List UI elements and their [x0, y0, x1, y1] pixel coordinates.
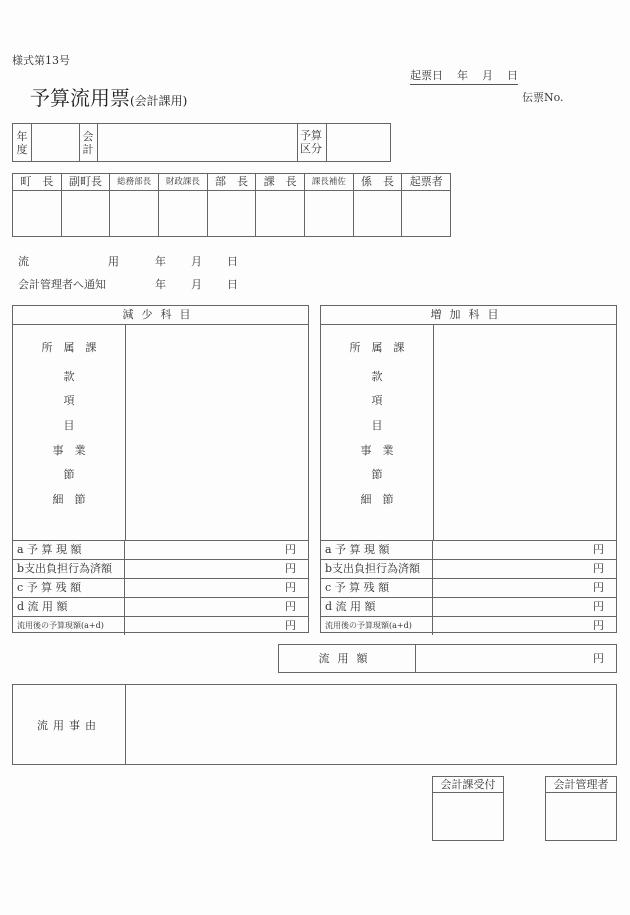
stamp-cell[interactable]: [208, 191, 256, 236]
page-title: [30, 82, 187, 111]
amount-input[interactable]: 円: [285, 562, 296, 575]
label-kan: 款: [63, 370, 75, 383]
issue-date-day: 日: [507, 69, 518, 82]
amount-input[interactable]: 円: [285, 600, 296, 613]
label-setsu: 節: [63, 468, 75, 481]
stamp-cell[interactable]: [62, 191, 110, 236]
transfer-date-label-a: 流: [18, 255, 29, 268]
amount-row-committed: b支出負担行為済額 円: [321, 560, 616, 579]
approval-col-mayor: 町 長: [13, 174, 62, 236]
decrease-items-input-area[interactable]: [126, 325, 308, 540]
amount-input[interactable]: 円: [285, 619, 296, 632]
accounting-manager-stamp-box[interactable]: [545, 776, 617, 841]
issue-date-label: 起票日: [410, 69, 443, 82]
label-moku: 目: [63, 419, 75, 432]
amount-row-current-budget: a 予 算 現 額 円: [321, 541, 616, 560]
amount-input[interactable]: 円: [593, 619, 604, 632]
stamp-cell[interactable]: [13, 191, 61, 236]
account-label: 会計: [82, 130, 94, 156]
transfer-reason-input[interactable]: [126, 685, 616, 764]
transfer-date-day[interactable]: 日: [227, 255, 238, 268]
info-row: [12, 123, 391, 162]
issue-date-month: 月: [482, 69, 493, 82]
notify-date-month[interactable]: 月: [191, 278, 202, 291]
stamp-cell[interactable]: [402, 191, 450, 236]
approval-col-subsection-chief: 係 長: [354, 174, 403, 236]
form-number: 様式第13号: [12, 54, 70, 67]
amount-row-after-transfer: 流用後の予算現額(a+d) 円: [13, 617, 308, 635]
notify-date-day[interactable]: 日: [227, 278, 238, 291]
label-project: 事 業: [360, 444, 394, 457]
stamp-cell[interactable]: [305, 191, 353, 236]
transfer-reason-box: [12, 684, 617, 765]
accounting-receipt-stamp-box[interactable]: [432, 776, 504, 841]
notify-date-year[interactable]: 年: [155, 278, 166, 291]
transfer-date-month[interactable]: 月: [191, 255, 202, 268]
decrease-items-panel: [12, 305, 309, 633]
increase-panel-title: 増加科目: [321, 306, 616, 325]
transfer-date-label-b: 用: [108, 255, 119, 268]
accounting-receipt-label: 会計課受付: [433, 777, 503, 793]
amount-row-current-budget: a 予 算 現 額 円: [13, 541, 308, 560]
amount-row-transfer: d 流 用 額 円: [13, 598, 308, 617]
approval-col-assistant-chief: 課長補佐: [305, 174, 354, 236]
fiscal-year-label: 年度: [16, 130, 28, 156]
stamp-cell[interactable]: [110, 191, 158, 236]
amount-input[interactable]: 円: [593, 581, 604, 594]
amount-row-remaining: c 予 算 残 額 円: [13, 579, 308, 598]
budget-category-label: 予算区分: [300, 129, 322, 155]
approval-col-drafter: 起票者: [402, 174, 450, 236]
transfer-amount-input[interactable]: 円: [593, 652, 604, 665]
label-kou: 項: [63, 394, 75, 407]
slip-number: 伝票No.: [522, 91, 564, 104]
increase-items-panel: [320, 305, 617, 633]
amount-row-remaining: c 予 算 残 額 円: [321, 579, 616, 598]
label-department: 所 属 課: [349, 341, 405, 354]
approval-col-section-chief: 課 長: [256, 174, 305, 236]
transfer-amount-box: [278, 644, 617, 673]
approval-col-finance-chief: 財政課長: [159, 174, 208, 236]
label-project: 事 業: [52, 444, 86, 457]
notify-date-label: 会計管理者へ通知: [18, 278, 106, 291]
amount-input[interactable]: 円: [285, 543, 296, 556]
decrease-panel-title: 減少科目: [13, 306, 308, 325]
stamp-cell[interactable]: [354, 191, 402, 236]
account-input[interactable]: [98, 124, 297, 161]
label-department: 所 属 課: [41, 341, 97, 354]
title-sub: (会計課用): [130, 94, 188, 108]
transfer-amount-label: 流用額: [279, 645, 416, 672]
transfer-date-year[interactable]: 年: [155, 255, 166, 268]
approval-stamp-table: [12, 173, 451, 237]
transfer-reason-label: 流用事由: [13, 685, 126, 764]
amount-input[interactable]: 円: [285, 581, 296, 594]
approval-col-general-affairs-director: 総務部長: [110, 174, 159, 236]
amount-row-transfer: d 流 用 額 円: [321, 598, 616, 617]
title-main: 予算流用票: [30, 86, 130, 110]
decrease-panel-body: [13, 325, 308, 541]
amount-input[interactable]: 円: [593, 543, 604, 556]
label-moku: 目: [371, 419, 383, 432]
label-saisetsu: 細 節: [360, 493, 394, 506]
amount-input[interactable]: 円: [593, 562, 604, 575]
stamp-cell[interactable]: [256, 191, 304, 236]
increase-panel-body: [321, 325, 616, 541]
increase-items-input-area[interactable]: [434, 325, 616, 540]
issue-date-year: 年: [457, 69, 468, 82]
amount-row-committed: b支出負担行為済額 円: [13, 560, 308, 579]
issue-date-field[interactable]: [410, 67, 518, 85]
label-saisetsu: 細 節: [52, 493, 86, 506]
budget-category-input[interactable]: [327, 124, 390, 161]
label-kou: 項: [371, 394, 383, 407]
label-setsu: 節: [371, 468, 383, 481]
fiscal-year-input[interactable]: [32, 124, 79, 161]
label-kan: 款: [371, 370, 383, 383]
approval-col-deputy-mayor: 副町長: [62, 174, 111, 236]
amount-row-after-transfer: 流用後の予算現額(a+d) 円: [321, 617, 616, 635]
approval-col-director: 部 長: [208, 174, 257, 236]
amount-input[interactable]: 円: [593, 600, 604, 613]
accounting-manager-label: 会計管理者: [546, 777, 616, 793]
stamp-cell[interactable]: [159, 191, 207, 236]
